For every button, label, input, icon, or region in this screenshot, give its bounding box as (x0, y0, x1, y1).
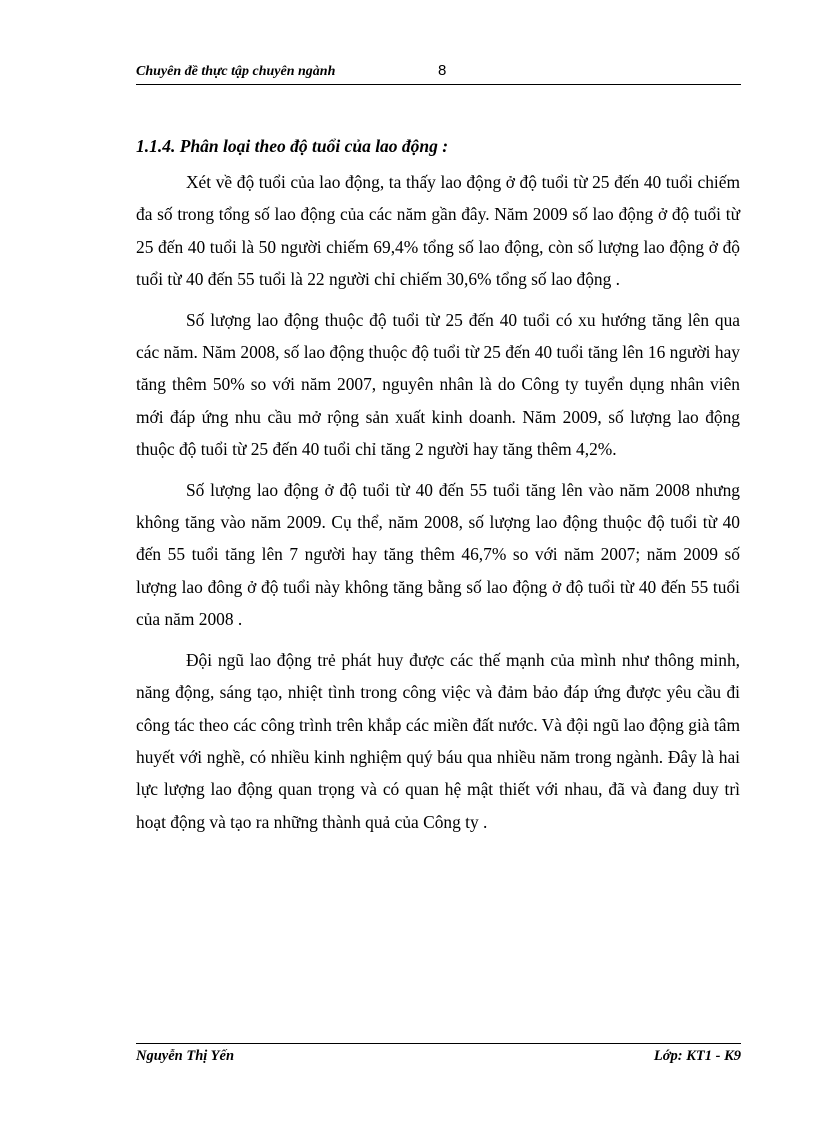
page-footer (136, 1043, 741, 1065)
paragraph: Xét về độ tuổi của lao động, ta thấy lao động ở độ tuổi từ 25 đến 40 tuổi chiếm đa số trong tổng số lao động của các năm gần đây. Năm 2009 số lao động ở độ tuổi từ 25 đến 40 tuổi là 50 người chiếm 69,4% tổng số lao động, còn số lượng lao động ở độ tuổi từ 40 đến 55 tuổi là 22 người chỉ chiếm 30,6% tổng số lao động . (136, 172, 740, 290)
paragraph: Số lượng lao động thuộc độ tuổi từ 25 đến 40 tuổi có xu hướng tăng lên qua các năm. Năm 2008, số lao động thuộc độ tuổi từ 25 đến 40 tuổi tăng lên 16 người hay tăng thêm 50% so với năm 2007, nguyên nhân là do Công ty tuyển dụng nhân viên mới đáp ứng nhu cầu mở rộng sản xuất kinh doanh. Năm 2009, số lượng lao động thuộc độ tuổi từ 25 đến 40 tuổi chỉ tăng 2 người hay tăng thêm 4,2%. (136, 309, 740, 460)
header-title: Chuyên đề thực tập chuyên ngành (136, 64, 336, 79)
section-heading: 1.1.4. Phân loại theo độ tuổi của lao động : (136, 136, 449, 156)
footer-class-info: Lớp: KT1 - K9 (653, 1048, 741, 1064)
section-body (136, 166, 740, 846)
page-header (136, 62, 741, 85)
paragraph: Số lượng lao động ở độ tuổi từ 40 đến 55 tuổi tăng lên vào năm 2008 nhưng không tăng vào năm 2009. Cụ thể, năm 2008, số lượng lao động thuộc độ tuổi từ 40 đến 55 tuổi tăng lên 7 người hay tăng thêm 46,7% so với năm 2007; năm 2009 số lượng lao đông ở độ tuổi này không tăng bằng số lao động ở độ tuổi từ 40 đến 55 tuổi của năm 2008 . (136, 479, 740, 630)
paragraph: Đội ngũ lao động trẻ phát huy được các thế mạnh của mình như thông minh, năng động, sáng tạo, nhiệt tình trong công việc và đảm bảo đáp ứng được yêu cầu đi công tác theo các công trình trên khắp các miền đất nước. Và đội ngũ lao động già tâm huyết với nghề, có nhiều kinh nghiệm quý báu qua nhiều năm trong ngành. Đây là hai lực lượng lao động quan trọng và có quan hệ mật thiết với nhau, đã và đang duy trì hoạt động và tạo ra những thành quả của Công ty . (136, 649, 740, 832)
page-number: 8 (438, 62, 447, 79)
footer-author: Nguyễn Thị Yến (136, 1048, 235, 1064)
